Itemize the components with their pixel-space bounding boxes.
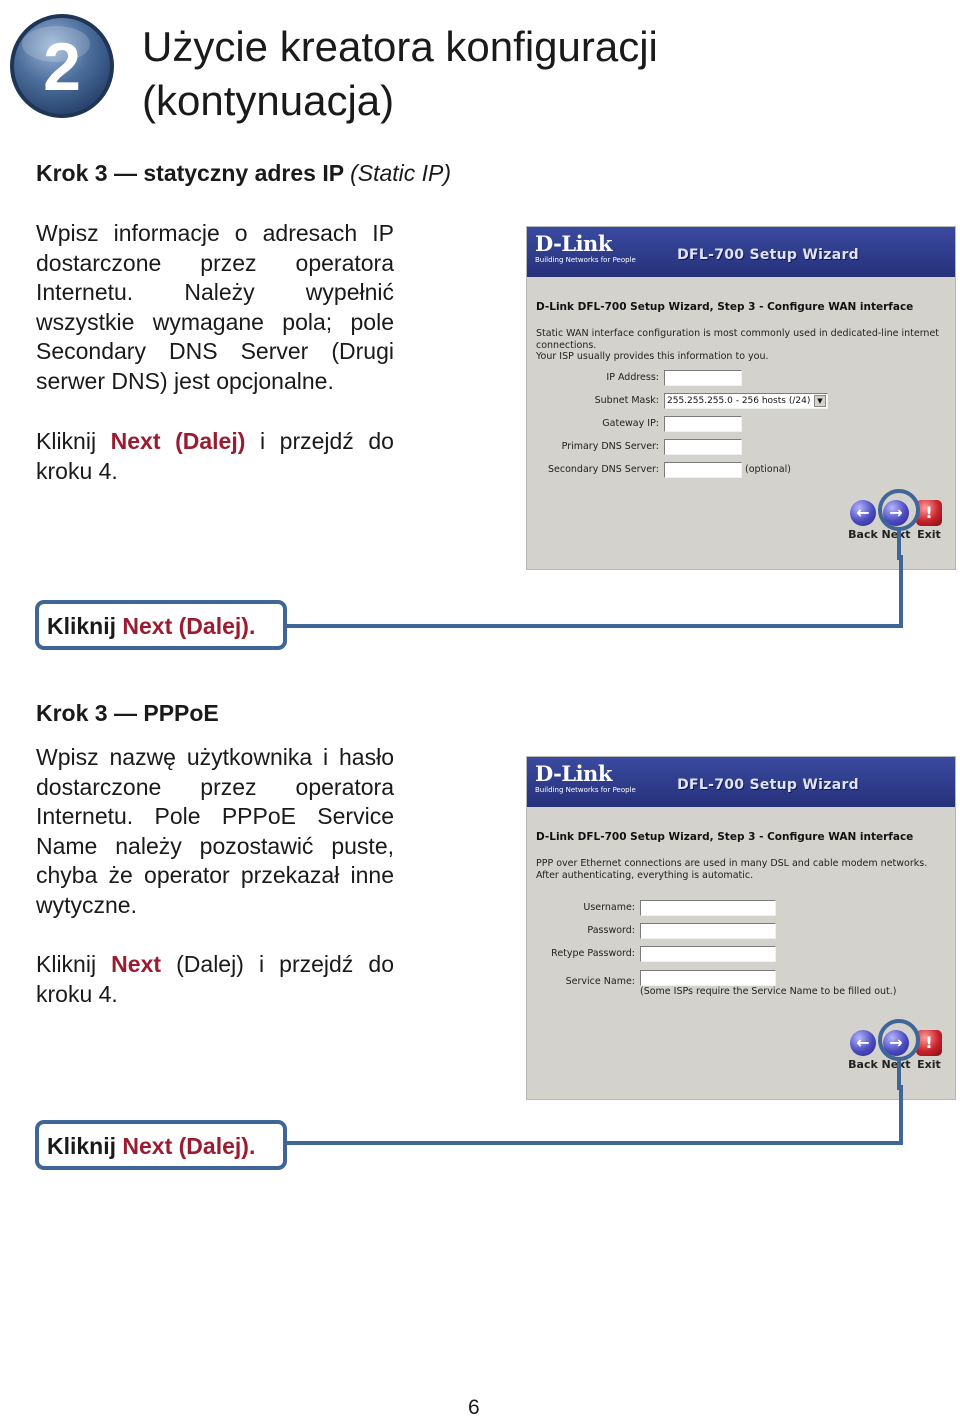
step-number-badge — [8, 12, 116, 120]
callout-connector-pppoe — [283, 1085, 903, 1145]
callout-connector-static-ip — [283, 555, 903, 628]
chevron-down-icon: ▼ — [814, 395, 826, 407]
wizard-description: Static WAN interface configuration is most commonly used in dedicated-line internet connections. Your ISP usually provides this information to you. — [536, 328, 940, 362]
next-button-highlight-ring — [877, 1018, 921, 1062]
subnet-mask-select[interactable]: 255.255.255.0 - 256 hosts (/24) ▼ — [664, 393, 828, 409]
dlink-logo: D-Link — [535, 761, 612, 786]
next-button[interactable]: → Next — [881, 500, 911, 541]
exit-button[interactable]: ! Exit — [914, 1030, 944, 1071]
callout-connector-static-ip-vertical — [897, 530, 901, 560]
next-link-text: Next — [111, 951, 162, 977]
next-button[interactable]: → Next — [881, 1030, 911, 1071]
static-ip-instructions: Wpisz informacje o adresach IP dostarczone przez operatora Internetu. Należy wypełnić wszystkie wymagane pola; pole Secondary DNS Server (Drugi serwer DNS) jest opcjonalne. — [36, 220, 394, 394]
wizard-step-title: D-Link DFL-700 Setup Wizard, Step 3 - Configure WAN interface — [536, 301, 914, 313]
heading-italic: (Static IP) — [350, 160, 452, 186]
callout-click-next-pppoe: Kliknij Next (Dalej). — [35, 1120, 287, 1170]
exit-icon: ! — [916, 500, 942, 526]
password-row: Password: — [587, 925, 635, 936]
gateway-ip-input[interactable] — [664, 416, 742, 432]
page-title-line2: (kontynuacja) — [142, 77, 395, 124]
exit-button[interactable]: ! Exit — [914, 500, 944, 541]
primary-dns-row: Primary DNS Server: — [561, 441, 659, 452]
next-button-highlight-ring — [877, 488, 921, 532]
arrow-left-icon: ← — [850, 500, 876, 526]
username-row: Username: — [583, 902, 635, 913]
wizard-banner — [527, 757, 955, 807]
primary-dns-input[interactable] — [664, 439, 742, 455]
wizard-product-name: DFL-700 Setup Wizard — [677, 247, 859, 263]
exit-icon: ! — [916, 1030, 942, 1056]
dlink-tagline: Building Networks for People — [535, 256, 636, 264]
retype-password-row: Retype Password: — [551, 948, 635, 959]
wizard-step-title: D-Link DFL-700 Setup Wizard, Step 3 - Configure WAN interface — [536, 831, 914, 843]
page-title — [142, 20, 842, 128]
ip-address-row: IP Address: — [606, 372, 659, 383]
service-name-row: Service Name: — [565, 976, 635, 987]
next-link-text: Next (Dalej) — [110, 428, 246, 454]
back-button[interactable]: ← Back — [848, 1030, 878, 1071]
callout-click-next-static-ip: Kliknij Next (Dalej). — [35, 600, 287, 650]
arrow-left-icon: ← — [850, 1030, 876, 1056]
callout-connector-pppoe-vertical — [897, 1060, 901, 1090]
dlink-logo: D-Link — [535, 231, 612, 256]
page-number: 6 — [468, 1396, 480, 1419]
section-heading-pppoe: Krok 3 — PPPoE — [36, 700, 219, 726]
retype-password-input[interactable] — [640, 946, 776, 962]
wizard-product-name: DFL-700 Setup Wizard — [677, 777, 859, 793]
pppoe-next-instruction: Kliknij Next (Dalej) i przejdź do kroku 4. — [36, 951, 394, 1007]
password-input[interactable] — [640, 923, 776, 939]
username-input[interactable] — [640, 900, 776, 916]
arrow-right-icon: → — [883, 500, 909, 526]
section-heading-static-ip — [36, 160, 451, 187]
wizard-description: PPP over Ethernet connections are used in many DSL and cable modem networks. After authenticating, everything is automatic. — [536, 858, 928, 881]
secondary-dns-input[interactable] — [664, 462, 742, 478]
pppoe-instructions: Wpisz nazwę użytkownika i hasło dostarczone przez operatora Internetu. Pole PPPoE Service Name należy pozostawić puste, chyba że operator przekazał inne wytyczne. — [36, 744, 394, 918]
dlink-tagline: Building Networks for People — [535, 786, 636, 794]
heading-text: Krok 3 — statyczny adres IP — [36, 160, 344, 186]
static-ip-next-instruction: Kliknij Next (Dalej) i przejdź do kroku 4. — [36, 428, 394, 484]
arrow-right-icon: → — [883, 1030, 909, 1056]
step-number: 2 — [43, 29, 81, 105]
secondary-dns-row: Secondary DNS Server: — [548, 464, 659, 475]
service-name-input[interactable] — [640, 970, 776, 986]
optional-note: (optional) — [745, 464, 791, 475]
subnet-mask-row: Subnet Mask: — [594, 395, 659, 406]
gateway-row: Gateway IP: — [602, 418, 659, 429]
wizard-banner — [527, 227, 955, 277]
back-button[interactable]: ← Back — [848, 500, 878, 541]
ip-address-input[interactable] — [664, 370, 742, 386]
service-name-note: (Some ISPs require the Service Name to be filled out.) — [640, 986, 897, 997]
page-title-line1: Użycie kreatora konfiguracji — [142, 23, 658, 70]
